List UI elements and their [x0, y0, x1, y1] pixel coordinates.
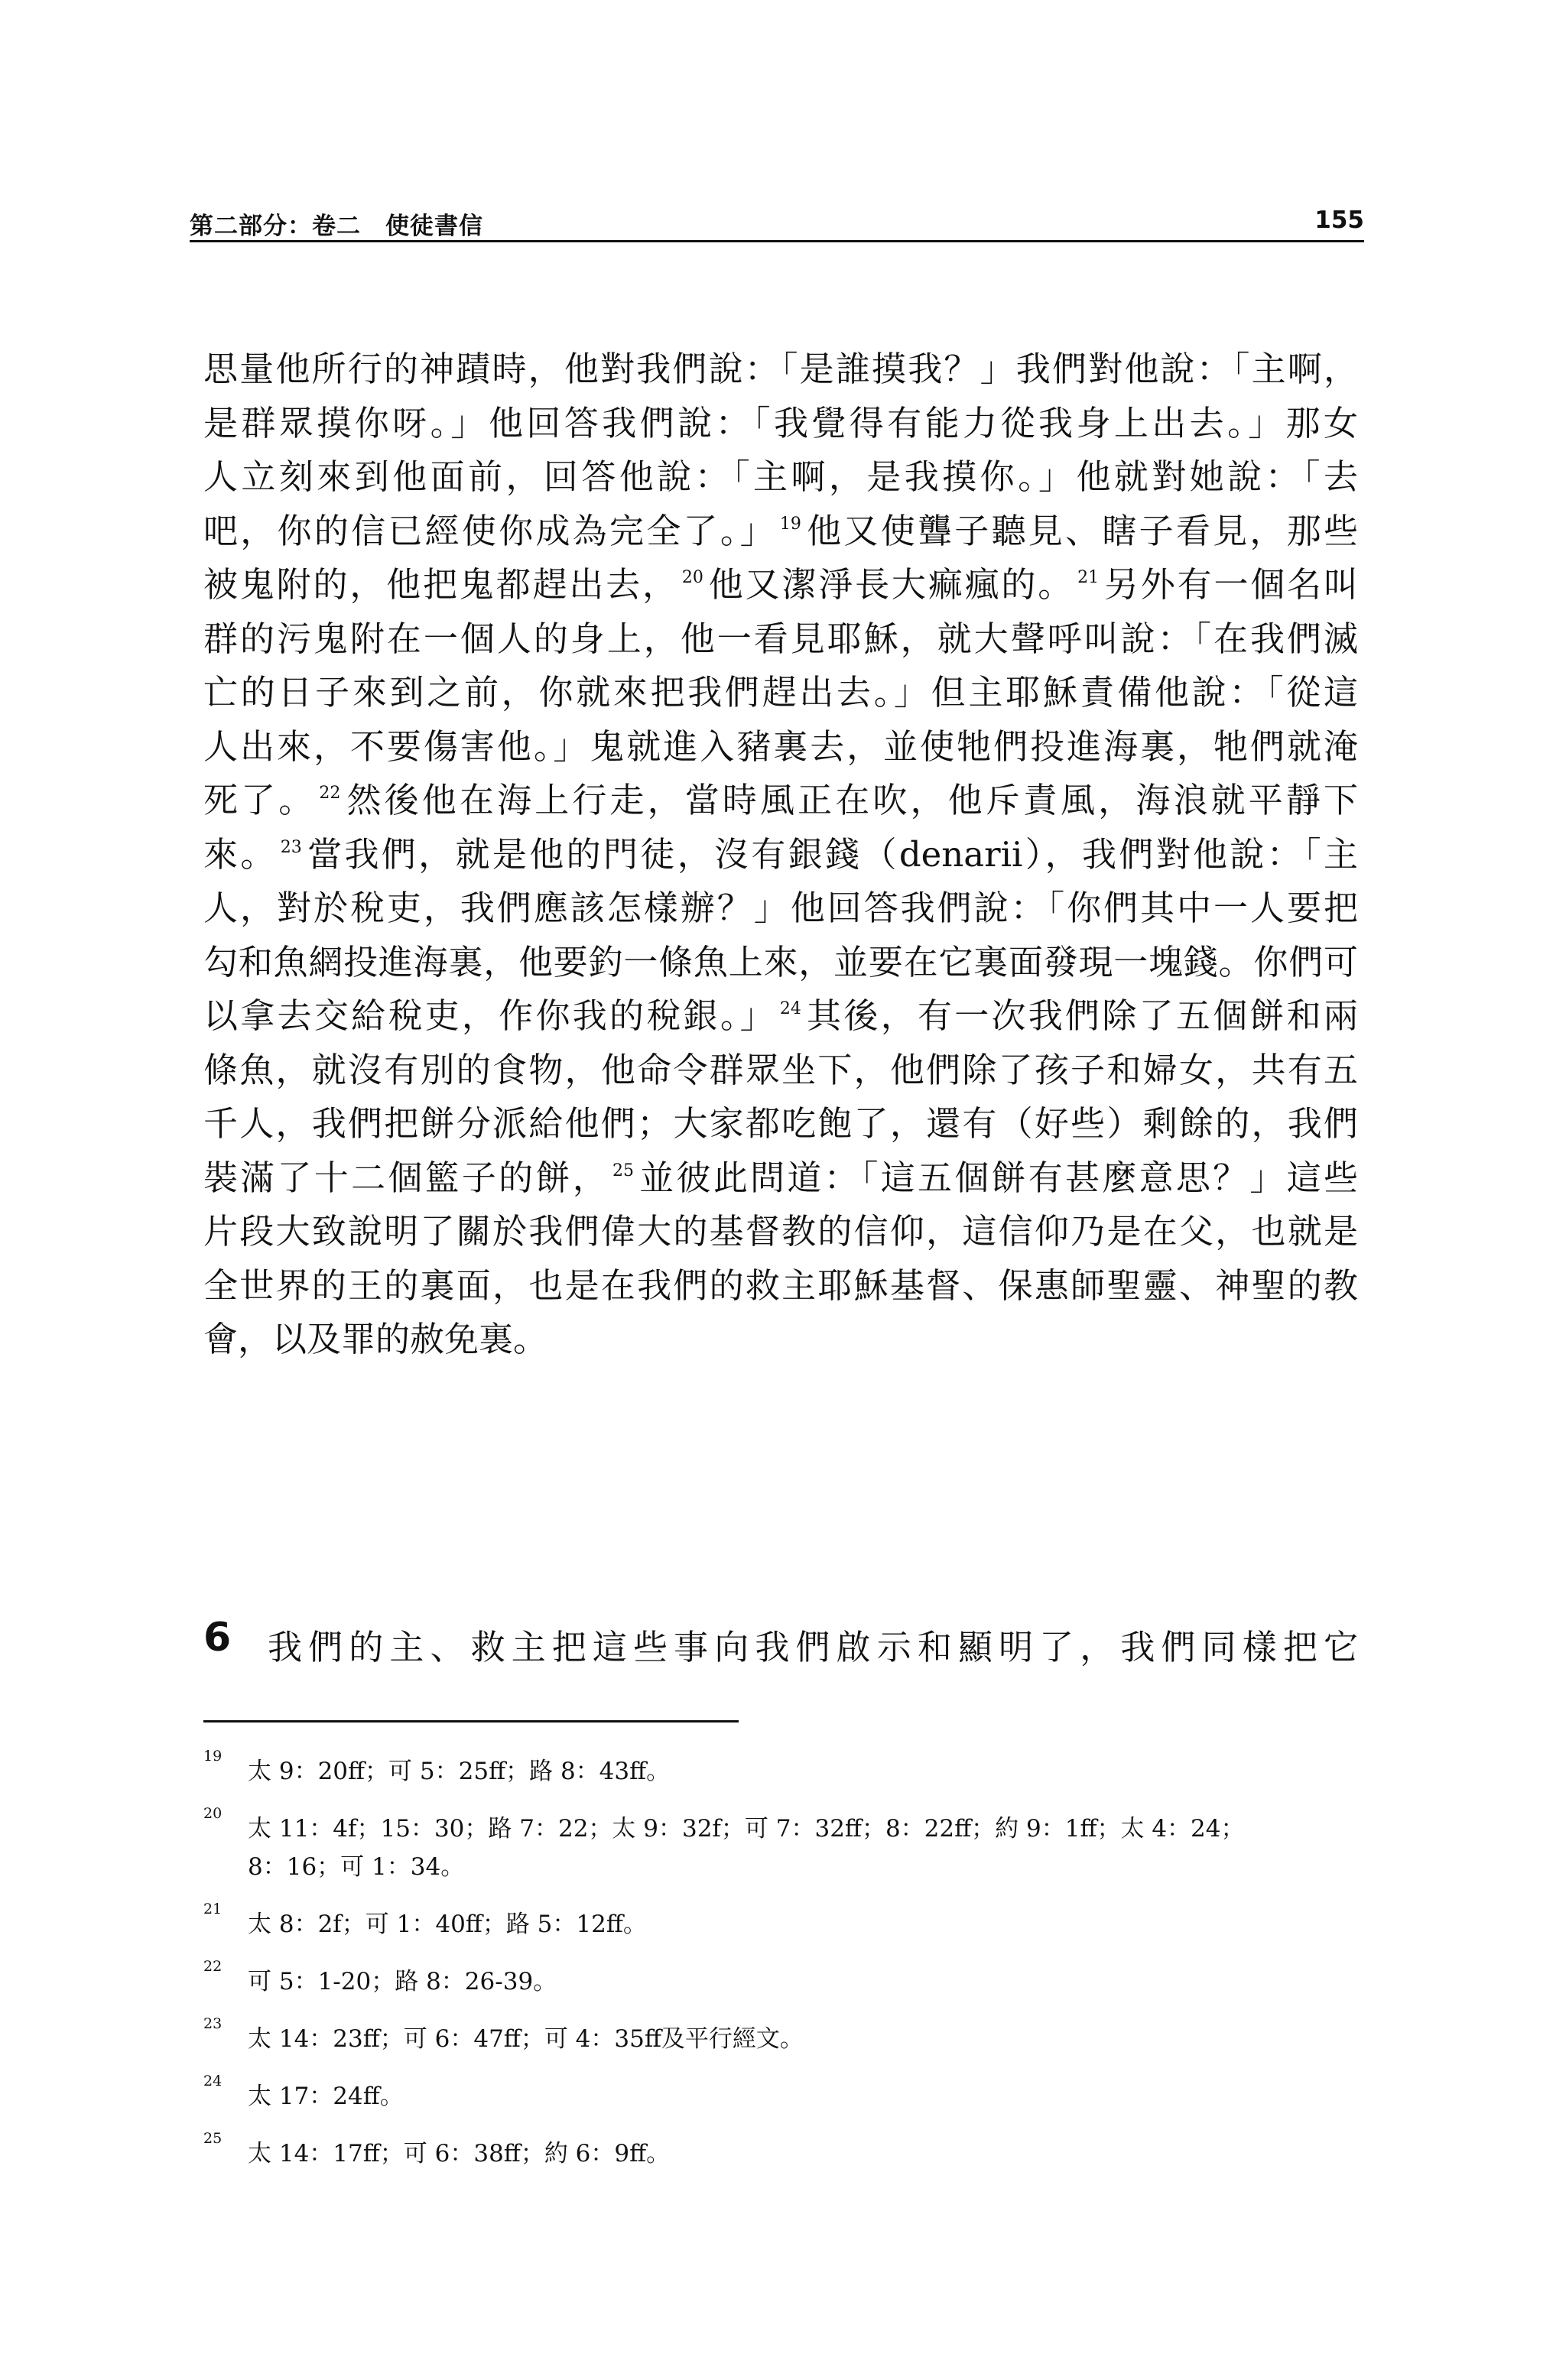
footnotes [203, 1748, 1358, 2192]
text-segment: 然後他在海上行走，當時風正在吹，他斥責風，海浪就平靜下 [343, 780, 1358, 820]
footnote-ref[interactable]: 21 [1077, 568, 1100, 587]
text-segment: 人，對於稅吏，我們應該怎樣辦？」他回答我們說：「你們其中一人要把 [203, 888, 1358, 928]
text-segment: 被鬼附的，他把鬼都趕出去， [203, 564, 679, 605]
text-line [203, 1313, 1358, 1367]
text-line [203, 989, 1358, 1044]
text-segment: 會，以及罪的赦免裏。 [203, 1319, 548, 1359]
text-line [203, 1205, 1358, 1259]
footnote-ref[interactable]: 22 [319, 784, 341, 803]
text-line [203, 828, 1358, 882]
text-segment: 他又潔淨長大痲瘋的。 [706, 564, 1075, 605]
text-line [203, 1097, 1358, 1151]
footnote-ref[interactable]: 19 [779, 514, 801, 534]
page-number: 155 [1314, 206, 1364, 234]
text-line [203, 1044, 1358, 1098]
text-segment: 是群眾摸你呀。」他回答我們說：「我覺得有能力從我身上出去。」那女 [203, 402, 1358, 443]
footnote-item [203, 1805, 1358, 1886]
section-first-line: 我們的主、救主把這些事向我們啟示和顯明了，我們同樣把它 [268, 1627, 1358, 1667]
header-title: 第二部分：卷二 使徒書信 [190, 213, 483, 240]
text-segment: 另外有一個名叫 [1102, 564, 1358, 605]
footnote-text: 太 14：17ff；可 6：38ff；約 6：9ff。 [248, 2140, 671, 2167]
text-line [203, 450, 1358, 505]
text-segment: 勾和魚網投進海裏，他要釣一條魚上來，並要在它裏面發現一塊錢。你們可 [203, 941, 1358, 982]
footnote-ref[interactable]: 24 [779, 999, 801, 1018]
footnote-item [203, 1958, 1358, 2001]
footnote-ref[interactable]: 25 [612, 1161, 635, 1180]
footnote-number: 19 [203, 1748, 223, 1765]
footnote-number: 21 [203, 1901, 223, 1917]
footnote-item [203, 2130, 1358, 2173]
text-line [203, 397, 1358, 451]
footnote-text: 太 8：2f；可 1：40ff；路 5：12ff。 [248, 1911, 647, 1938]
text-line [203, 1259, 1358, 1313]
text-segment: 吧，你的信已經使你成為完全了。」 [203, 510, 777, 551]
text-segment: 片段大致說明了關於我們偉大的基督教的信仰，這信仰乃是在父，也就是 [203, 1211, 1358, 1252]
text-segment: 來。 [203, 833, 278, 875]
text-line [203, 558, 1358, 612]
body-text [203, 343, 1358, 1367]
text-line [203, 505, 1358, 559]
footnote-text: 太 17：24ff。 [248, 2083, 404, 2110]
text-line [203, 666, 1358, 720]
text-segment: 人出來，不要傷害他。」鬼就進入豬裏去，並使牠們投進海裏，牠們就淹 [203, 726, 1358, 767]
footnote-text: 太 9：20ff；可 5：25ff；路 8：43ff。 [248, 1758, 671, 1785]
footnote-divider [203, 1720, 739, 1722]
footnote-item [203, 1748, 1358, 1791]
text-segment: 其後，有一次我們除了五個餅和兩 [804, 995, 1358, 1036]
footnote-number: 22 [203, 1958, 223, 1975]
text-segment: 思量他所行的神蹟時，他對我們說：「是誰摸我？」我們對他說：「主啊， [203, 349, 1358, 389]
footnote-item [203, 2073, 1358, 2115]
text-segment: 條魚，就沒有別的食物，他命令群眾坐下，他們除了孩子和婦女，共有五 [203, 1049, 1358, 1090]
footnote-number: 24 [203, 2073, 223, 2089]
text-line [203, 774, 1358, 828]
text-line [203, 936, 1358, 990]
text-segment: 他又使聾子聽見、瞎子看見，那些 [804, 510, 1358, 551]
footnote-text: 太 14：23ff；可 6：47ff；可 4：35ff及平行經文。 [248, 2025, 804, 2053]
running-header [190, 200, 1364, 242]
text-line [203, 343, 1358, 397]
text-line [203, 1151, 1358, 1206]
text-segment: 千人，我們把餅分派給他們；大家都吃飽了，還有（好些）剩餘的，我們 [203, 1103, 1358, 1144]
text-segment: 全世界的王的裏面，也是在我們的救主耶穌基督、保惠師聖靈、神聖的教 [203, 1265, 1358, 1306]
text-line [203, 720, 1358, 774]
text-line [203, 882, 1358, 936]
text-segment: 亡的日子來到之前，你就來把我們趕出去。」但主耶穌責備他說：「從這 [203, 672, 1358, 713]
text-segment: 群的污鬼附在一個人的身上，他一看見耶穌，就大聲呼叫說：「在我們滅 [203, 618, 1358, 659]
text-segment: 以拿去交給稅吏，作你我的稅銀。」 [203, 995, 777, 1036]
footnote-text: 可 5：1-20；路 8：26-39。 [248, 1968, 557, 1995]
footnote-number: 20 [203, 1805, 223, 1822]
text-segment: 人立刻來到他面前，回答他說：「主啊，是我摸你。」他就對她說：「去 [203, 456, 1358, 497]
footnote-item [203, 2015, 1358, 2058]
section-number: 6 [203, 1615, 232, 1661]
text-segment: 裝滿了十二個籃子的餅， [203, 1157, 610, 1198]
text-segment: 當我們，就是他的門徒，沒有銀錢（denarii），我們對他說：「主 [304, 833, 1358, 875]
footnote-ref[interactable]: 20 [681, 568, 703, 587]
text-line [203, 612, 1358, 667]
footnote-number: 25 [203, 2130, 223, 2147]
text-segment: 死了。 [203, 780, 317, 820]
footnote-ref[interactable]: 23 [280, 837, 302, 857]
text-segment: 並彼此問道：「這五個餅有甚麼意思？」這些 [637, 1157, 1358, 1198]
footnote-number: 23 [203, 2015, 223, 2032]
footnote-item [203, 1901, 1358, 1943]
footnote-text: 太 11：4f；15：30；路 7：22；太 9：32f；可 7：32ff；8：22ff；約 9：1ff；太 4：24； [248, 1815, 1245, 1843]
footnote-text: 8：16；可 1：34。 [248, 1853, 465, 1881]
